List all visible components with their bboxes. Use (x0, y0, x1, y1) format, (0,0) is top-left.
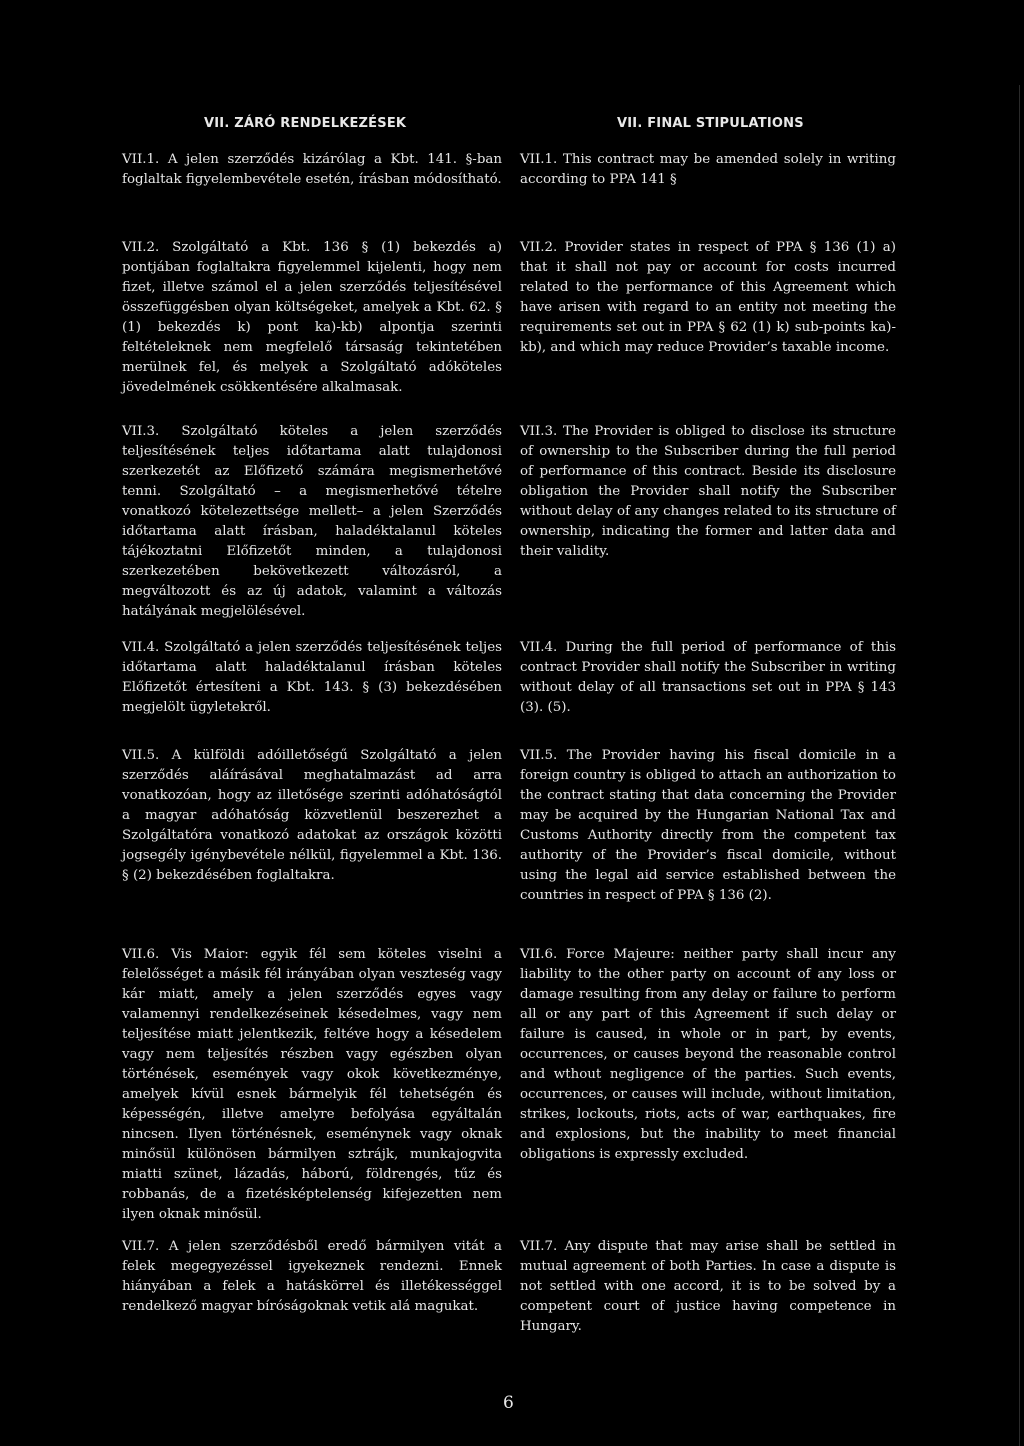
clause-vii-3-english: VII.3. The Provider is obliged to disclose its structure of ownership to the Subscriber during the full period of performance of this contract. Beside its disclosure obligation the Provider shall notify the Subscriber without delay of any changes related to its structure of ownership, indicating the former and latter data and their validity. (520, 424, 896, 559)
page-number: 6 (503, 1393, 514, 1413)
clause-vii-2-hungarian: VII.2. Szolgáltató a Kbt. 136 § (1) bekezdés a) pontjában foglaltakra figyelemmel kijelenti, hogy nem fizet, illetve számol el a jelen szerződés teljesítésével összefüggésben olyan költségeket, amelyek a Kbt. 62. § (1) bekezdés k) pont ka)-kb) alpontja szerinti feltételeknek nem megfelelő társaság tekintetében merülnek fel, és melyek a Szolgáltató adóköteles jövedelmének csökkentésére alkalmasak. (122, 240, 502, 395)
clause-vii-5-english: VII.5. The Provider having his fiscal domicile in a foreign country is obliged to attach an authorization to the contract stating that data concerning the Provider may be acquired by the Hungarian National Tax and Customs Authority directly from the competent tax authority of the Provider’s fiscal domicile, without using the legal aid service established between the countries in respect of PPA § 136 (2). (520, 748, 896, 903)
clause-vii-1-hungarian: VII.1. A jelen szerződés kizárólag a Kbt. 141. §-ban foglaltak figyelembevétele esetén, írásban módosítható. (122, 152, 502, 187)
clause-vii-7-hungarian: VII.7. A jelen szerződésből eredő bármilyen vitát a felek megegyezéssel igyekeznek rendezni. Ennek hiányában a felek a hatáskörrel és illetékességgel rendelkező magyar bíróságoknak vetik alá magukat. (122, 1239, 502, 1314)
clause-vii-6-english: VII.6. Force Majeure: neither party shall incur any liability to the other party on account of any loss or damage resulting from any delay or failure to perform all or any part of this Agreement if such delay or failure is caused, in whole or in part, by events, occurrences, or causes beyond the reasonable control and wthout negligence of the parties. Such events, occurrences, or causes will include, without limitation, strikes, lockouts, riots, acts of war, earthquakes, fire and explosions, but the inability to meet financial obligations is expressly excluded. (520, 947, 896, 1162)
section-heading-english: VII. FINAL STIPULATIONS (617, 116, 804, 131)
clause-vii-2-english: VII.2. Provider states in respect of PPA § 136 (1) a) that it shall not pay or account for costs incurred related to the performance of this Agreement which have arisen with regard to an entity not meeting the requirements set out in PPA § 62 (1) k) sub-points ka)-kb), and which may reduce Provider’s taxable income. (520, 240, 896, 355)
clause-vii-5-hungarian: VII.5. A külföldi adóilletőségű Szolgáltató a jelen szerződés aláírásával meghatalmazást ad arra vonatkozóan, hogy az illetősége szerinti adóhatóságtól a magyar adóhatóság közvetlenül beszerezhet a Szolgáltatóra vonatkozó adatokat az országok közötti jogsegély igénybevétele nélkül, figyelemmel a Kbt. 136. § (2) bekezdésében foglaltakra. (122, 748, 502, 883)
clause-vii-4-english: VII.4. During the full period of performance of this contract Provider shall notify the Subscriber in writing without delay of all transactions set out in PPA § 143 (3). (5). (520, 640, 896, 715)
clause-vii-4-hungarian: VII.4. Szolgáltató a jelen szerződés teljesítésének teljes időtartama alatt haladéktalanul írásban köteles Előfizetőt értesíteni a Kbt. 143. § (3) bekezdésében megjelölt ügyletekről. (122, 640, 502, 715)
page-edge-divider (1019, 85, 1020, 1446)
clause-vii-3-hungarian: VII.3. Szolgáltató köteles a jelen szerződés teljesítésének teljes időtartama alatt tulajdonosi szerkezetét az Előfizető számára megismerhetővé tenni. Szolgáltató – a megismerhetővé tételre vonatkozó kötelezettsége mellett– a jelen Szerződés időtartama alatt írásban, haladéktalanul köteles tájékoztatni Előfizetőt minden, a tulajdonosi szerkezetében bekövetkezett változásról, a megváltozott és az új adatok, valamint a változás hatályának megjelölésével. (122, 424, 502, 619)
clause-vii-1-english: VII.1. This contract may be amended solely in writing according to PPA 141 § (520, 152, 896, 187)
section-heading-hungarian: VII. ZÁRÓ RENDELKEZÉSEK (204, 116, 407, 131)
clause-vii-6-hungarian: VII.6. Vis Maior: egyik fél sem köteles viselni a felelősséget a másik fél irányában olyan veszteség vagy kár miatt, amely a jelen szerződés egyes vagy valamennyi rendelkezéseinek késedelmes, vagy nem teljesítése miatt jelentkezik, feltéve hogy a késedelem vagy nem teljesítés részben vagy egészben olyan történések, események vagy okok következménye, amelyek kívül esnek bármelyik fél tehetségén és képességén, illetve amelyre befolyása egyáltalán nincsen. Ilyen történésnek, eseménynek vagy oknak minősül különösen bármilyen sztrájk, munkajogvita miatti szünet, lázadás, háború, földrengés, tűz és robbanás, de a fizetésképtelenség kifejezetten nem ilyen oknak minősül. (122, 947, 502, 1222)
clause-vii-7-english: VII.7. Any dispute that may arise shall be settled in mutual agreement of both Parties. In case a dispute is not settled with one accord, it is to be solved by a competent court of justice having competence in Hungary. (520, 1239, 896, 1334)
